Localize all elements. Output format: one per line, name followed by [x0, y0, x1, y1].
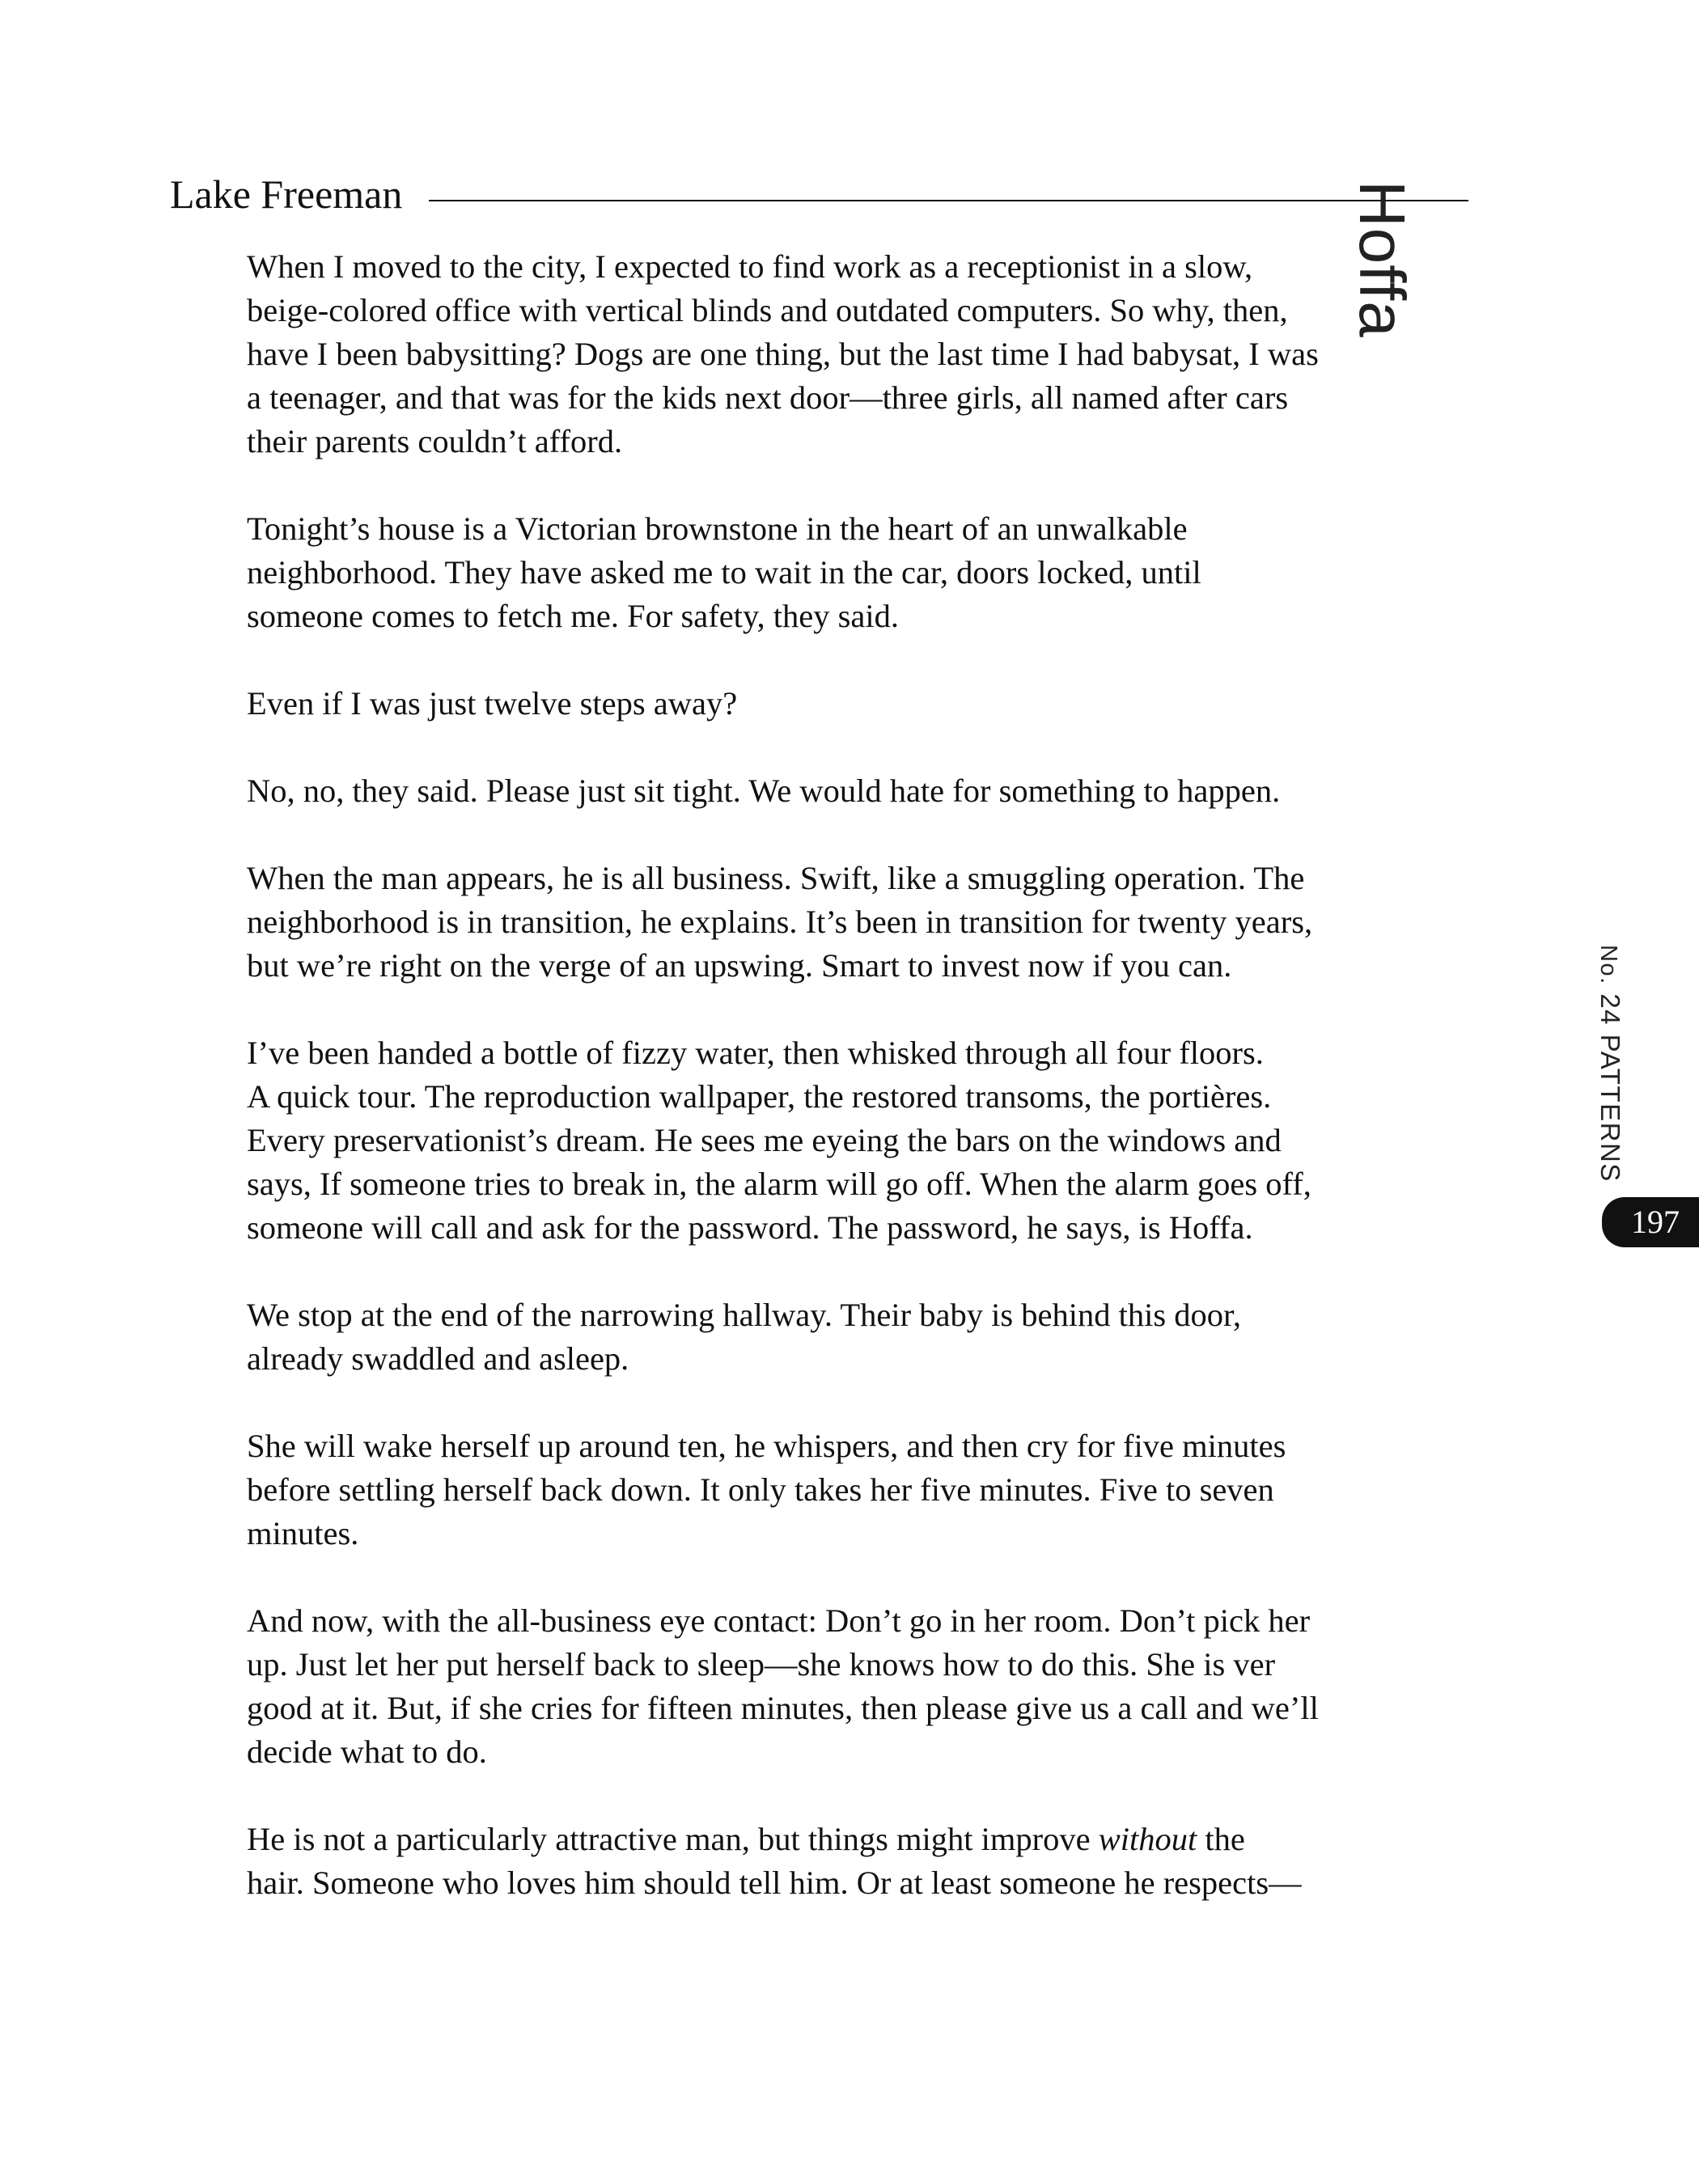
- text-run: the: [1197, 1821, 1245, 1857]
- text-line: Tonight’s house is a Victorian brownstone in the heart of an unwalkable: [247, 510, 1188, 547]
- text-line: a teenager, and that was for the kids next door—three girls, all named after cars: [247, 379, 1289, 416]
- text-line: I’ve been handed a bottle of fizzy water, then whisked through all four floors.: [247, 1035, 1264, 1071]
- paragraph-2: [247, 507, 1477, 638]
- paragraph-7: [247, 1293, 1477, 1381]
- text-line: When I moved to the city, I expected to find work as a receptionist in a slow,: [247, 248, 1253, 285]
- text-line: beige-colored office with vertical blinds and outdated computers. So why, then,: [247, 292, 1288, 328]
- text-line: minutes.: [247, 1515, 359, 1551]
- text-line: She will wake herself up around ten, he whispers, and then cry for five minutes: [247, 1428, 1286, 1464]
- page-number: 197: [1631, 1204, 1680, 1240]
- header-rule: [429, 200, 1468, 201]
- issue-name: 24 PATTERNS: [1595, 993, 1625, 1183]
- paragraph-8: [247, 1424, 1477, 1555]
- story-title: Hoffa: [1346, 180, 1418, 338]
- text-line: have I been babysitting? Dogs are one thing, but the last time I had babysat, I was: [247, 336, 1319, 372]
- text-line: We stop at the end of the narrowing hallway. Their baby is behind this door,: [247, 1297, 1241, 1333]
- paragraph-1: [247, 245, 1477, 463]
- issue-number: No.: [1595, 945, 1621, 985]
- text-line: A quick tour. The reproduction wallpaper, the restored transoms, the portières.: [247, 1078, 1272, 1115]
- text-line: Every preservationist’s dream. He sees me eyeing the bars on the windows and: [247, 1122, 1282, 1158]
- text-line: but we’re right on the verge of an upswing. Smart to invest now if you can.: [247, 947, 1232, 984]
- text-line: When the man appears, he is all business. Swift, like a smuggling operation. The: [247, 860, 1305, 896]
- text-line: [247, 1818, 1477, 1861]
- text-line: Even if I was just twelve steps away?: [247, 685, 738, 722]
- page-number-tab: [1602, 1197, 1699, 1247]
- paragraph-3: [247, 682, 1477, 726]
- text-line: their parents couldn’t afford.: [247, 423, 623, 459]
- text-run: He is not a particularly attractive man, but things might improve: [247, 1821, 1099, 1857]
- issue-label: [1594, 945, 1626, 1187]
- author-header: [170, 166, 1468, 222]
- text-line: No, no, they said. Please just sit tight. We would hate for something to happen.: [247, 772, 1281, 809]
- text-line: someone will call and ask for the password. The password, he says, is Hoffa.: [247, 1209, 1253, 1246]
- text-line: neighborhood. They have asked me to wait in the car, doors locked, until: [247, 554, 1201, 590]
- text-line: already swaddled and asleep.: [247, 1340, 629, 1377]
- paragraph-6: [247, 1031, 1477, 1250]
- paragraph-4: [247, 769, 1477, 813]
- paragraph-10: [247, 1818, 1477, 1905]
- text-line: hair. Someone who loves him should tell him. Or at least someone he respects—: [247, 1864, 1302, 1901]
- text-line: decide what to do.: [247, 1733, 487, 1770]
- paragraph-9: [247, 1599, 1477, 1774]
- story-body: [247, 245, 1477, 1949]
- italic-word: without: [1098, 1821, 1197, 1857]
- text-line: neighborhood is in transition, he explains. It’s been in transition for twenty years,: [247, 904, 1313, 940]
- text-line: says, If someone tries to break in, the alarm will go off. When the alarm goes off,: [247, 1166, 1311, 1202]
- text-line: someone comes to fetch me. For safety, they said.: [247, 598, 900, 634]
- paragraph-5: [247, 857, 1477, 988]
- text-line: up. Just let her put herself back to sleep—she knows how to do this. She is ver: [247, 1646, 1276, 1682]
- text-line: And now, with the all-business eye contact: Don’t go in her room. Don’t pick her: [247, 1602, 1311, 1639]
- text-line: good at it. But, if she cries for fifteen minutes, then please give us a call and we’ll: [247, 1690, 1319, 1726]
- author-name: Lake Freeman: [170, 171, 403, 217]
- text-line: before settling herself back down. It only takes her five minutes. Five to seven: [247, 1471, 1274, 1508]
